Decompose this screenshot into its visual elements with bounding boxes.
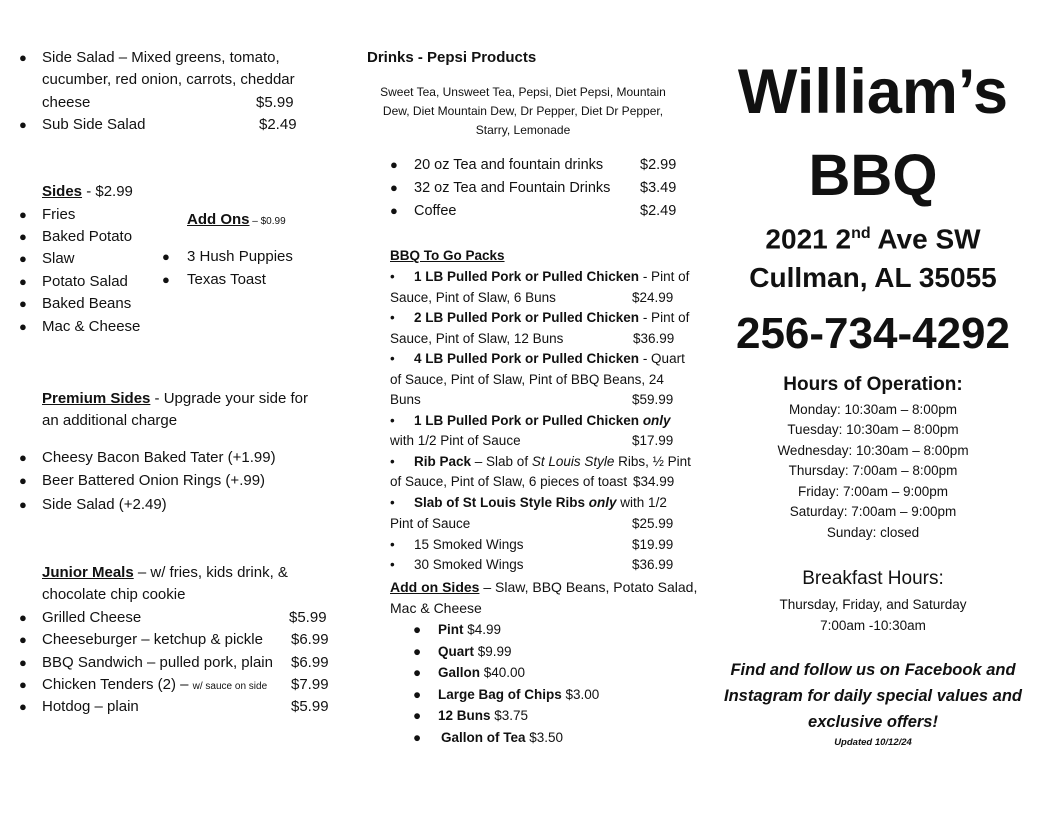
junior-meal-name: Grilled Cheese: [42, 609, 142, 626]
drinks-heading: Drinks - Pepsi Products: [367, 49, 537, 66]
business-phone[interactable]: 256-734-4292: [735, 309, 1010, 358]
junior-meal-name: Chicken Tenders (2) –: [42, 676, 193, 693]
bullet-icon: ●: [162, 249, 170, 264]
bullet-icon: ●: [413, 687, 422, 702]
pack-desc: Buns: [390, 392, 421, 407]
bullet-icon: ●: [19, 610, 27, 625]
sides-heading: Sides: [42, 183, 83, 200]
business-city: Cullman, AL 35055: [749, 262, 997, 293]
add-on-side-item-line: [438, 642, 512, 663]
breakfast-time: 7:00am -10:30am: [820, 618, 926, 633]
bullet-icon: ●: [19, 473, 27, 488]
drink-item-price: $3.49: [640, 180, 677, 196]
add-ons-price: – $0.99: [249, 216, 286, 227]
business-info-column: [690, 0, 1056, 816]
junior-meals-heading: Junior Meals: [42, 564, 134, 581]
sides-heading-line: [42, 181, 133, 203]
drink-item-name: 20 oz Tea and fountain drinks: [414, 157, 604, 173]
bullet-icon: ●: [390, 203, 398, 218]
junior-meal-price: $7.99: [291, 676, 329, 693]
bullet-icon: ●: [413, 622, 422, 637]
side-item: Baked Potato: [42, 228, 133, 245]
business-name: BBQ: [808, 143, 938, 208]
side-item: Baked Beans: [42, 295, 132, 312]
bullet-icon: ●: [413, 644, 422, 659]
premium-side-item: Cheesy Bacon Baked Tater (+1.99): [42, 449, 276, 466]
bullet-icon: ●: [19, 699, 27, 714]
hours-line: Saturday: 7:00am – 9:00pm: [789, 504, 957, 519]
salad-desc-line: Side Salad – Mixed greens, tomato,: [42, 49, 280, 66]
breakfast-days: Thursday, Friday, and Saturday: [779, 597, 967, 612]
pack-price: $17.99: [632, 433, 674, 448]
add-on-sides-desc: – Slaw, BBQ Beans, Potato Salad,: [479, 579, 698, 595]
drink-item-name: 32 oz Tea and Fountain Drinks: [414, 180, 611, 196]
bullet-icon: ●: [390, 157, 398, 172]
pack-title-line: [414, 349, 685, 370]
pack-title-line: [414, 493, 667, 514]
address-street: Ave SW: [870, 223, 981, 255]
add-on-side-item-price: $9.99: [474, 644, 512, 659]
bullet-icon: ●: [19, 319, 27, 334]
hours-line: Monday: 10:30am – 8:00pm: [788, 402, 958, 417]
premium-sides-desc: - Upgrade your side for: [150, 390, 308, 407]
address-superscript: nd: [851, 225, 871, 242]
pack-emphasis: only: [588, 495, 617, 510]
pack-desc: Sauce, Pint of Slaw, 6 Buns: [390, 290, 556, 305]
bullet-icon: ●: [19, 655, 27, 670]
junior-meal-name: Hotdog – plain: [42, 698, 139, 715]
bullet-icon: ●: [19, 117, 27, 132]
drink-item-price: $2.49: [640, 203, 677, 219]
pack-title: 1 LB Pulled Pork or Pulled Chicken: [414, 269, 640, 284]
business-address: [690, 214, 1056, 259]
wings-item-name: 15 Smoked Wings: [414, 537, 524, 552]
bullet-icon: •: [390, 413, 395, 428]
drinks-list-line: Sweet Tea, Unsweet Tea, Pepsi, Diet Pepsi, Mountain: [380, 85, 666, 99]
junior-meals-desc: – w/ fries, kids drink, &: [133, 564, 288, 581]
pack-desc: with 1/2: [616, 495, 667, 510]
bullet-icon: ●: [390, 180, 398, 195]
bullet-icon: •: [390, 495, 395, 510]
drinks-list-line: Starry, Lemonade: [475, 123, 571, 137]
hours-line: Sunday: closed: [826, 525, 920, 540]
junior-meal-price: $5.99: [289, 609, 327, 626]
bullet-icon: •: [390, 351, 395, 366]
bullet-icon: ●: [19, 50, 27, 65]
add-on-item: 3 Hush Puppies: [187, 248, 293, 265]
bullet-icon: ●: [19, 229, 27, 244]
add-on-side-item-name: Gallon: [438, 665, 481, 680]
updated-date: Updated 10/12/24: [834, 737, 912, 748]
pack-desc: - Pint of: [639, 310, 690, 325]
premium-side-item: Side Salad (+2.49): [42, 496, 167, 513]
salad-price: $5.99: [256, 94, 294, 111]
hours-line: Thursday: 7:00am – 8:00pm: [788, 463, 958, 478]
premium-sides-desc: an additional charge: [42, 412, 178, 429]
add-on-side-item-line: [438, 706, 528, 727]
junior-meal-price: $6.99: [291, 631, 329, 648]
hours-line: Tuesday: 10:30am – 8:00pm: [787, 422, 959, 437]
bullet-icon: ●: [19, 450, 27, 465]
bullet-icon: •: [390, 537, 395, 552]
add-on-side-item-price: $3.00: [561, 687, 600, 702]
sides-price: - $2.99: [82, 183, 133, 200]
premium-sides-heading: Premium Sides: [42, 390, 151, 407]
junior-meal-name: Cheeseburger – ketchup & pickle: [42, 631, 263, 648]
bullet-icon: •: [390, 310, 395, 325]
hours-title: Hours of Operation:: [783, 374, 963, 395]
hours-line: Wednesday: 10:30am – 8:00pm: [777, 443, 969, 458]
salad-desc-line: cheese: [42, 94, 91, 111]
bullet-icon: ●: [413, 730, 422, 745]
hours-line: Friday: 7:00am – 9:00pm: [797, 484, 949, 499]
side-item: Fries: [42, 206, 76, 223]
add-on-side-item-price: $4.99: [463, 622, 502, 637]
pack-title-line: [414, 267, 689, 288]
add-on-item: Texas Toast: [187, 271, 266, 288]
pack-title: 1 LB Pulled Pork or Pulled Chicken: [414, 413, 643, 428]
business-name: William’s: [737, 57, 1009, 127]
junior-meal-price: $5.99: [291, 698, 329, 715]
bullet-icon: ●: [19, 296, 27, 311]
side-item: Potato Salad: [42, 273, 128, 290]
add-on-side-item-line: [438, 663, 525, 684]
add-on-side-item-name: Quart: [438, 644, 475, 659]
bullet-icon: ●: [19, 251, 27, 266]
add-on-side-item-name: Large Bag of Chips: [438, 687, 562, 702]
pack-price: $34.99: [633, 474, 675, 489]
salad-desc-line: cucumber, red onion, carrots, cheddar: [42, 71, 295, 88]
social-line: exclusive offers!: [808, 713, 938, 731]
add-on-side-item-name: Gallon of Tea: [441, 730, 526, 745]
add-ons-heading-line: [187, 209, 286, 233]
pack-title-line: [414, 452, 691, 473]
premium-side-item: Beer Battered Onion Rings (+.99): [42, 472, 266, 489]
pack-emphasis: St Louis Style: [531, 454, 615, 469]
pack-price: $24.99: [632, 290, 674, 305]
add-ons-heading: Add Ons: [187, 211, 250, 228]
pack-title: Slab of St Louis Style Ribs: [414, 495, 589, 510]
pack-title-line: [414, 308, 689, 329]
bullet-icon: ●: [19, 497, 27, 512]
pack-desc: - Pint of: [639, 269, 690, 284]
add-on-side-item-line: [441, 728, 563, 749]
add-on-side-item-price: $3.75: [490, 708, 529, 723]
junior-meal-name: BBQ Sandwich – pulled pork, plain: [42, 654, 273, 671]
add-on-sides-heading-line: [390, 577, 697, 598]
pack-price: $59.99: [632, 392, 674, 407]
menu-column-middle: [345, 0, 698, 816]
junior-meal-name-line: [42, 674, 267, 698]
bullet-icon: ●: [19, 632, 27, 647]
add-on-side-item-name: Pint: [438, 622, 464, 637]
bullet-icon: •: [390, 269, 395, 284]
junior-meals-desc: chocolate chip cookie: [42, 586, 186, 603]
salad-name: Sub Side Salad: [42, 116, 146, 133]
wings-item-price: $36.99: [632, 557, 674, 572]
add-on-sides-desc: Mac & Cheese: [390, 600, 482, 616]
junior-meals-heading-line: [42, 562, 288, 584]
address-number: 2021 2: [765, 223, 852, 255]
to-go-heading: BBQ To Go Packs: [390, 248, 505, 263]
social-line: Find and follow us on Facebook and: [730, 661, 1016, 679]
add-on-side-item-line: [438, 620, 501, 641]
pack-title-line: [414, 411, 671, 432]
junior-meal-note: w/ sauce on side: [192, 681, 268, 692]
drink-item-name: Coffee: [414, 203, 457, 219]
wings-item-name: 30 Smoked Wings: [414, 557, 524, 572]
pack-emphasis: only: [642, 413, 671, 428]
pack-title: 4 LB Pulled Pork or Pulled Chicken: [414, 351, 640, 366]
pack-desc: with 1/2 Pint of Sauce: [390, 433, 521, 448]
pack-desc: - Quart: [639, 351, 685, 366]
add-on-side-item-price: $40.00: [480, 665, 526, 680]
bullet-icon: ●: [19, 677, 27, 692]
salad-price: $2.49: [259, 116, 297, 133]
bullet-icon: ●: [19, 274, 27, 289]
pack-desc: Pint of Sauce: [390, 516, 471, 531]
social-line: Instagram for daily special values and: [723, 687, 1023, 705]
side-item: Slaw: [42, 250, 75, 267]
side-item: Mac & Cheese: [42, 318, 141, 335]
bullet-icon: ●: [162, 272, 170, 287]
add-on-sides-heading: Add on Sides: [390, 579, 480, 595]
bullet-icon: •: [390, 557, 395, 572]
wings-item-price: $19.99: [632, 537, 674, 552]
junior-meal-price: $6.99: [291, 654, 329, 671]
breakfast-title: Breakfast Hours:: [802, 568, 944, 589]
bullet-icon: ●: [19, 207, 27, 222]
bullet-icon: ●: [413, 665, 422, 680]
add-on-side-item-line: [438, 685, 599, 706]
pack-desc: – Slab of: [471, 454, 532, 469]
pack-title: 2 LB Pulled Pork or Pulled Chicken: [414, 310, 640, 325]
drink-item-price: $2.99: [640, 157, 677, 173]
pack-price: $36.99: [633, 331, 675, 346]
bullet-icon: •: [390, 454, 395, 469]
pack-title: Rib Pack: [414, 454, 472, 469]
add-on-side-item-name: 12 Buns: [438, 708, 491, 723]
pack-desc: Sauce, Pint of Slaw, 12 Buns: [390, 331, 564, 346]
pack-desc: of Sauce, Pint of Slaw, 6 pieces of toast: [390, 474, 628, 489]
menu-column-left: [0, 0, 345, 816]
bullet-icon: ●: [413, 708, 422, 723]
pack-price: $25.99: [632, 516, 674, 531]
drinks-list-line: Dew, Diet Mountain Dew, Dr Pepper, Diet Dr Pepper,: [382, 104, 664, 118]
pack-desc: Ribs, ½ Pint: [614, 454, 691, 469]
pack-desc: of Sauce, Pint of Slaw, Pint of BBQ Beans, 24: [390, 372, 664, 387]
premium-sides-heading-line: [42, 388, 308, 410]
add-on-side-item-price: $3.50: [525, 730, 564, 745]
